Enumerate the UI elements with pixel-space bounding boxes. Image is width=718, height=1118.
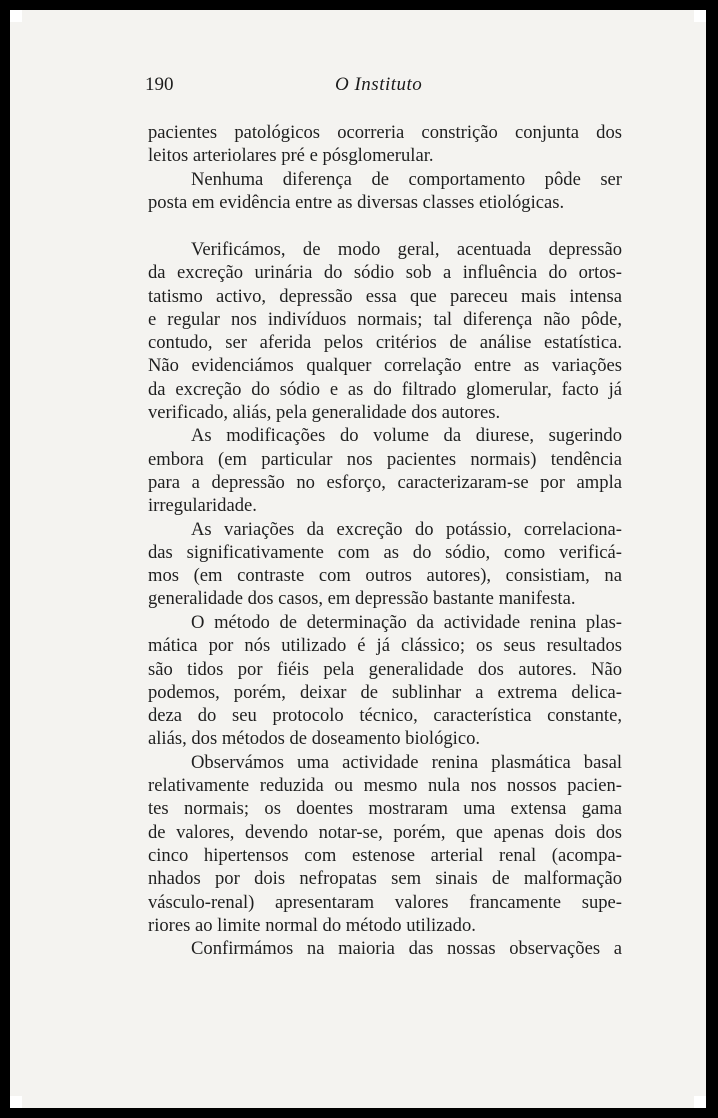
text-line: Nenhuma diferença de comportamento pôde ser xyxy=(191,168,622,190)
text-line: posta em evidência entre as diversas classes etiológicas. xyxy=(148,191,565,213)
text-line: verificado, aliás, pela generalidade dos autores. xyxy=(148,402,501,424)
text-line: nhados por dois nefropatas sem sinais de malformação xyxy=(148,868,622,890)
text-line: mática por nós utilizado é já clássico; os seus resultados xyxy=(148,635,622,657)
text-line: são tidos por fiéis pela generalidade dos autores. Não xyxy=(148,658,622,680)
scan-corner-mark xyxy=(694,10,706,22)
text-line: pacientes patológicos ocorreria constrição conjunta dos xyxy=(148,122,622,143)
text-line: O método de determinação da actividade renina plas- xyxy=(191,612,622,633)
text-line: Não evidenciámos qualquer correlação entre as variações xyxy=(148,355,622,377)
text-line: Observámos uma actividade renina plasmática basal xyxy=(191,751,622,773)
text-line: da excreção urinária do sódio sob a influência do ortos- xyxy=(148,262,622,284)
text-line: generalidade dos casos, em depressão bastante manifesta. xyxy=(148,588,576,610)
text-line: cinco hipertensos com estenose arterial renal (acompa- xyxy=(148,844,622,866)
text-line: deza do seu protocolo técnico, característica constante, xyxy=(148,705,622,727)
text-line: vásculo-renal) apresentaram valores francamente supe- xyxy=(148,891,622,913)
running-title: O Instituto xyxy=(335,74,423,95)
scan-corner-mark xyxy=(10,1096,22,1108)
text-line: e regular nos indivíduos normais; tal diferença não pôde, xyxy=(148,308,622,330)
scan-corner-mark xyxy=(10,10,22,22)
text-line: das significativamente com as do sódio, como verificá- xyxy=(148,541,622,563)
text-line: de valores, devendo notar-se, porém, que apenas dois dos xyxy=(148,821,622,843)
text-line: Verificámos, de modo geral, acentuada depressão xyxy=(191,239,622,260)
text-line: aliás, dos métodos de doseamento biológico. xyxy=(148,728,481,750)
text-block-2 xyxy=(148,238,622,611)
text-line: tes normais; os doentes mostraram uma extensa gama xyxy=(148,798,622,820)
text-block-3 xyxy=(148,611,622,960)
text-line: irregularidade. xyxy=(148,495,257,517)
text-line: leitos arteriolares pré e pósglomerular. xyxy=(148,145,434,167)
page-number: 190 xyxy=(145,74,174,95)
text-line: As variações da excreção do potássio, correlaciona- xyxy=(191,518,622,540)
text-line: riores ao limite normal do método utilizado. xyxy=(148,914,476,936)
text-line: da excreção do sódio e as do filtrado glomerular, facto já xyxy=(148,378,622,400)
text-line: mos (em contraste com outros autores), consistiam, na xyxy=(148,565,622,587)
text-line: podemos, porém, deixar de sublinhar a extrema delica- xyxy=(148,681,622,703)
scan-corner-mark xyxy=(694,1096,706,1108)
text-block-1 xyxy=(148,121,622,214)
text-line: para a depressão no esforço, caracterizaram-se por ampla xyxy=(148,471,622,493)
text-line: relativamente reduzida ou mesmo nula nos nossos pacien- xyxy=(148,775,622,797)
text-line: tatismo activo, depressão essa que pareceu mais intensa xyxy=(148,285,622,307)
page-header xyxy=(145,74,625,102)
text-line: Confirmámos na maioria das nossas observações a xyxy=(191,938,622,960)
text-line: As modificações do volume da diurese, sugerindo xyxy=(191,425,622,447)
text-line: contudo, ser aferida pelos critérios de análise estatística. xyxy=(148,332,622,354)
text-line: embora (em particular nos pacientes normais) tendência xyxy=(148,448,622,470)
